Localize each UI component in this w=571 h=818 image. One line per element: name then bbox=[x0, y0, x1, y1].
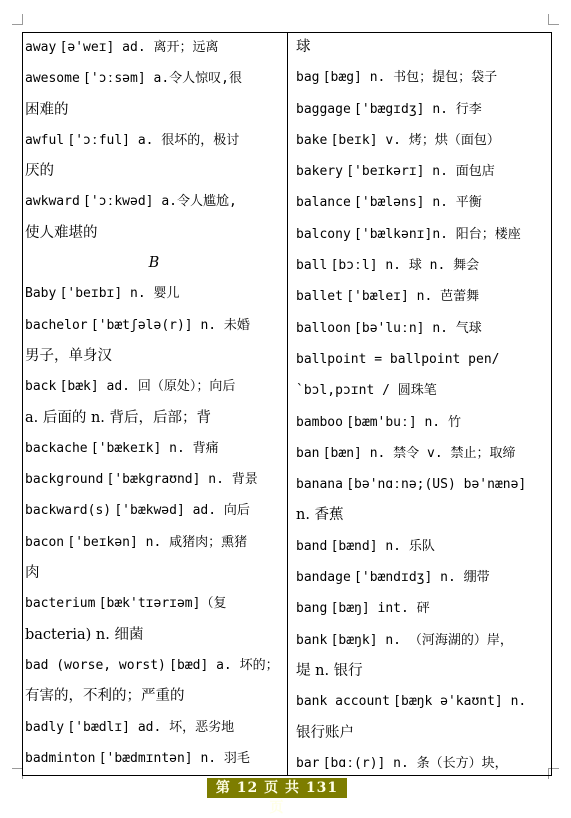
dictionary-entry bbox=[25, 527, 283, 558]
definition: ['beɪbɪ] n. 婴儿 bbox=[59, 286, 180, 302]
definition: ['bæləns] n. 平衡 bbox=[354, 195, 482, 211]
left-column bbox=[25, 32, 283, 774]
definition: ['ɔːful] a. 很坏的，极讨 bbox=[67, 132, 240, 148]
dictionary-entry bbox=[296, 250, 546, 281]
dictionary-entry bbox=[296, 94, 546, 125]
dictionary-entry bbox=[296, 32, 546, 62]
dictionary-entry bbox=[296, 219, 546, 250]
definition: ['bændɪdʒ] n. 绷带 bbox=[354, 570, 490, 586]
column-divider bbox=[287, 32, 288, 776]
dictionary-entry bbox=[296, 748, 546, 779]
headword: badminton bbox=[25, 750, 96, 766]
dictionary-entry bbox=[25, 156, 283, 186]
definition: [beɪk] v. 烤；烘（面包） bbox=[330, 132, 500, 148]
definition: 球 bbox=[296, 39, 311, 55]
headword: back bbox=[25, 379, 57, 395]
definition: a. 后面的 n. 背后，后部；背 bbox=[25, 409, 212, 426]
definition: ['bæleɪ] n. 芭蕾舞 bbox=[346, 289, 480, 305]
dictionary-entry bbox=[296, 625, 546, 656]
dictionary-entry bbox=[25, 310, 283, 341]
definition: ['bædmɪntən] n. 羽毛 bbox=[98, 750, 250, 766]
dictionary-entry bbox=[296, 718, 546, 748]
dictionary-entry bbox=[25, 278, 283, 309]
definition: ['bægɪdʒ] n. 行李 bbox=[354, 101, 482, 117]
definition: [bɑː(r)] n. 条（长方）块， bbox=[322, 755, 508, 771]
dictionary-entry bbox=[25, 125, 283, 156]
definition: [bæk] ad. 回（原处）；向后 bbox=[59, 379, 236, 395]
definition: [bæŋ] int. 砰 bbox=[330, 601, 430, 617]
dictionary-entry bbox=[296, 407, 546, 438]
dictionary-entry bbox=[25, 620, 283, 650]
definition: [bæg] n. 书包；提包；袋子 bbox=[322, 70, 498, 86]
dictionary-entry bbox=[296, 344, 546, 375]
definition: n. 香蕉 bbox=[296, 507, 344, 524]
definition: ['beɪkən] n. 咸猪肉；熏猪 bbox=[67, 534, 248, 550]
headword: backache bbox=[25, 440, 88, 456]
headword: balloon bbox=[296, 320, 351, 336]
definition: [bæŋk ə'kaʊnt] n. bbox=[393, 694, 527, 710]
dictionary-entry bbox=[296, 438, 546, 469]
definition: 肉 bbox=[25, 565, 40, 582]
definition: [bə'luːn] n. 气球 bbox=[354, 320, 482, 336]
right-column bbox=[296, 32, 546, 779]
dictionary-entry bbox=[296, 500, 546, 530]
headword: awkward bbox=[25, 194, 80, 210]
dictionary-entry bbox=[25, 63, 283, 94]
headword: bank account bbox=[296, 694, 390, 710]
headword: band bbox=[296, 538, 328, 554]
definition: ['bætʃələ(r)] n. 未婚 bbox=[90, 317, 250, 333]
definition: ['ɔːsəm] a.令人惊叹,很 bbox=[83, 71, 242, 87]
headword: bachelor bbox=[25, 317, 88, 333]
dictionary-entry bbox=[25, 371, 283, 402]
dictionary-entry bbox=[25, 743, 283, 774]
headword: background bbox=[25, 472, 104, 488]
dictionary-entry bbox=[296, 62, 546, 93]
dictionary-entry bbox=[296, 469, 546, 500]
definition: [bæm'buː] n. 竹 bbox=[346, 414, 461, 430]
definition: 男子，单身汉 bbox=[25, 347, 112, 364]
dictionary-entry bbox=[296, 125, 546, 156]
definition: [bɔːl] n. 球 n. 舞会 bbox=[330, 258, 480, 274]
dictionary-entry bbox=[25, 403, 283, 433]
definition: bacteria) n. 细菌 bbox=[25, 626, 144, 643]
headword: ballet bbox=[296, 289, 343, 305]
section-letter: B bbox=[148, 255, 160, 272]
dictionary-entry bbox=[296, 281, 546, 312]
headword: bake bbox=[296, 132, 328, 148]
headword: bar bbox=[296, 755, 320, 771]
dictionary-entry bbox=[25, 495, 283, 526]
dictionary-entry bbox=[25, 341, 283, 371]
dictionary-entry bbox=[25, 681, 283, 711]
headword: balance bbox=[296, 195, 351, 211]
definition: ['bækwəd] ad. 向后 bbox=[114, 503, 250, 519]
headword: ball bbox=[296, 258, 328, 274]
headword: bamboo bbox=[296, 414, 343, 430]
dictionary-entry bbox=[25, 186, 283, 217]
dictionary-entry bbox=[25, 588, 283, 619]
headword: bad (worse, worst) bbox=[25, 657, 166, 673]
headword: ballpoint = ballpoint pen/ bbox=[296, 351, 500, 367]
dictionary-entry bbox=[296, 686, 546, 717]
headword: banana bbox=[296, 477, 343, 493]
headword: bang bbox=[296, 601, 328, 617]
dictionary-entry bbox=[25, 95, 283, 125]
headword: ban bbox=[296, 445, 320, 461]
definition: [bæd] a. 坏的； bbox=[169, 657, 279, 673]
headword: `bɔl,pɔɪnt / 圆珠笔 bbox=[296, 383, 437, 399]
dictionary-entry bbox=[296, 375, 546, 406]
definition: ['ɔːkwəd] a.令人尴尬, bbox=[83, 194, 237, 210]
headword: backward(s) bbox=[25, 503, 112, 519]
definition: ['beɪkərɪ] n. 面包店 bbox=[346, 164, 495, 180]
dictionary-entry bbox=[25, 218, 283, 248]
dictionary-entry bbox=[296, 313, 546, 344]
headword: badly bbox=[25, 719, 65, 735]
headword: bacon bbox=[25, 534, 65, 550]
definition: [bæk'tɪərɪəm]（复 bbox=[98, 596, 227, 612]
definition: 银行账户 bbox=[296, 724, 354, 741]
dictionary-entry bbox=[25, 464, 283, 495]
headword: awful bbox=[25, 132, 65, 148]
definition: 厌的 bbox=[25, 163, 54, 180]
definition: [ə'weɪ] ad. 离开；远离 bbox=[59, 40, 219, 55]
corner-mark-top-right bbox=[548, 14, 559, 25]
definition: [bæn] n. 禁令 v. 禁止；取缔 bbox=[322, 445, 516, 461]
dictionary-entry bbox=[25, 650, 283, 681]
headword: bank bbox=[296, 632, 328, 648]
dictionary-entry bbox=[25, 433, 283, 464]
dictionary-entry bbox=[296, 562, 546, 593]
definition: ['bækeɪk] n. 背痛 bbox=[90, 440, 219, 456]
headword: away bbox=[25, 40, 57, 55]
dictionary-entry bbox=[296, 156, 546, 187]
definition: [bə'nɑːnə;(US) bə'nænə] bbox=[346, 477, 527, 493]
dictionary-entry bbox=[296, 187, 546, 218]
definition: [bæŋk] n. （河海湖的）岸， bbox=[330, 632, 513, 648]
definition: ['bælkənɪ]n. 阳台；楼座 bbox=[354, 226, 521, 242]
headword: bandage bbox=[296, 570, 351, 586]
dictionary-entry bbox=[25, 558, 283, 588]
definition: ['bækgraʊnd] n. 背景 bbox=[106, 472, 258, 488]
dictionary-entry bbox=[296, 656, 546, 686]
page-number-footer: 第 12 页 共 131 页 bbox=[207, 778, 347, 798]
definition: 有害的，不利的；严重的 bbox=[25, 688, 185, 705]
definition: 堤 n. 银行 bbox=[296, 662, 363, 679]
headword: baggage bbox=[296, 101, 351, 117]
definition: ['bædlɪ] ad. 坏，恶劣地 bbox=[67, 719, 235, 735]
headword: bacterium bbox=[25, 596, 96, 612]
headword: balcony bbox=[296, 226, 351, 242]
dictionary-entry bbox=[296, 531, 546, 562]
dictionary-entry bbox=[25, 712, 283, 743]
definition: 困难的 bbox=[25, 101, 69, 118]
headword: bag bbox=[296, 70, 320, 86]
headword: bakery bbox=[296, 164, 343, 180]
definition: 使人难堪的 bbox=[25, 224, 98, 241]
headword: awesome bbox=[25, 71, 80, 87]
dictionary-entry bbox=[296, 593, 546, 624]
headword: Baby bbox=[25, 286, 57, 302]
definition: [bænd] n. 乐队 bbox=[330, 538, 435, 554]
corner-mark-top-left bbox=[12, 14, 23, 25]
dictionary-entry bbox=[25, 32, 283, 63]
